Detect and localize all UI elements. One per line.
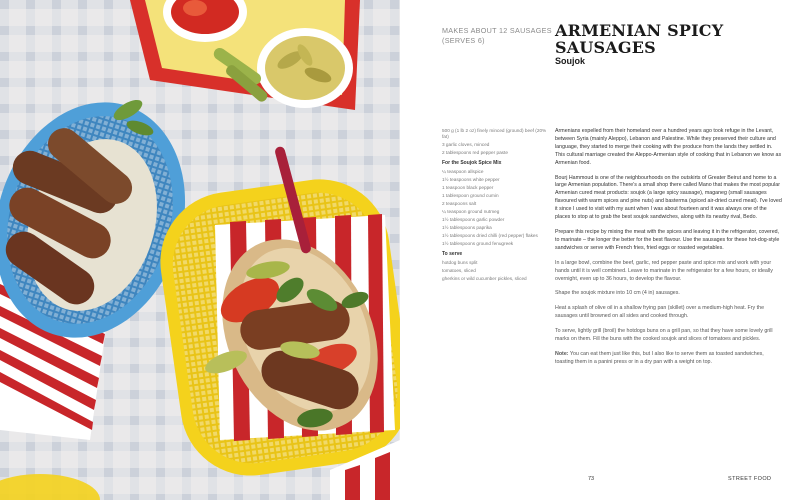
to-serve-header: To serve [442,250,463,257]
recipe-subtitle: Soujok [555,56,586,66]
intro-paragraph: Prepare this recipe by mixing the meat with the spices and leaving it in the refrigerator, covered, to marinate – the longer the better for the best flavour. Use the sausages for these hot-dog-style sandwiches or serve with French fries, fried eggs or roasted vegetables. [555,228,780,251]
note-label: Note: [555,350,569,357]
ingredient-item: 1 tablespoon ground cumin [442,192,499,198]
recipe-yield: MAKES ABOUT 12 SAUSAGES (SERVES 6) [442,26,552,45]
ingredient-item: 1½ tablespoons ground fenugreek [442,241,514,247]
ingredient-item: 1½ tablespoons paprika [442,225,492,231]
ingredient-item: tomatoes, sliced [442,267,476,273]
intro-paragraph: Armenians expelled from their homeland over a hundred years ago took refuge in the Levant, between Syria (mainly Aleppo), Lebanon and Palestine. While they preserved their culture and language, they started to merge their cooking with the produce from the lands they settled in. This cultural marriage created the Aleppo-Armenian style of cooking that in Lebanon we know as Armenian food. [555,128,782,166]
note-text: You can eat them just like this, but I also like to serve them as toasted sandwiches, toasting them in a panini press or in a dry pan with a weight on top. [555,350,764,365]
recipe-title: ARMENIAN SPICY SAUSAGES [555,21,724,57]
method-step: Shape the soujok mixture into 10 cm (4 in) sausages. [555,290,680,297]
ingredient-item: 2 teaspoons salt [442,200,477,206]
recipe-body [555,128,783,374]
ingredient-item: gherkins or wild cucumber pickles, sliced [442,275,527,281]
method-step: In a large bowl, combine the beef, garlic, red pepper paste and spice mix and work with your hands until it is well combined. Leave to marinate in the refrigerator for a few hours, or ideally overnight, even up to 36 hours, to develop the flavour. [555,259,773,282]
method-step: To serve, lightly grill (broil) the hotdogs buns on a grill pan, so that they have some lovely grill marks on them. Fill the buns with the cooked soujok and slices of tomatoes and pickles. [555,328,773,343]
ingredient-item: 500 g (1 lb 2 oz) finely minced (ground) beef (20% fat) [442,128,547,140]
ingredient-item: ¼ teaspoon allspice [442,168,484,174]
ingredient-item: 1½ tablespoons dried chilli (red pepper) flakes [442,233,538,239]
ingredient-item: 3 garlic cloves, minced [442,142,490,148]
ingredient-item: ¼ teaspoon ground nutmeg [442,209,500,215]
intro-paragraph: Bourj Hammoud is one of the neighbourhoods on the outskirts of Greater Beirut and home to a large Armenian population. There's a small shop there called Mano that makes the most popular Armenian cured meat products: soujok (a large spicy sausage), maganeg (small sausages flavoured with warm spices and pine nuts) and basterma (spiced air-dried cured meat). I've loved it since I used to visit with my aunt when I was about fourteen and it was always one of the places to stop at to grab the best soujok sandwiches, along with its nearby rival, Bedo. [555,174,782,221]
ingredients-list [442,128,547,284]
method-step: Heat a splash of olive oil in a shallow frying pan (skillet) over a medium-high heat. Fry the sausages until browned on all sides and cooked through. [555,305,765,320]
ingredient-item: 1½ teaspoons white pepper [442,176,500,182]
ingredient-item: hotdog buns split [442,259,478,265]
recipe-page [400,0,800,500]
ingredient-item: 1½ tablespoons garlic powder [442,217,505,223]
note-paragraph [555,351,783,367]
ingredient-item: 2 tablespoons red pepper paste [442,150,508,156]
page-number: 73 [588,476,595,482]
section-name: STREET FOOD [728,476,772,482]
spice-mix-header: For the Soujok Spice Mix [442,159,502,166]
ingredient-item: 1 teaspoon black pepper [442,184,494,190]
